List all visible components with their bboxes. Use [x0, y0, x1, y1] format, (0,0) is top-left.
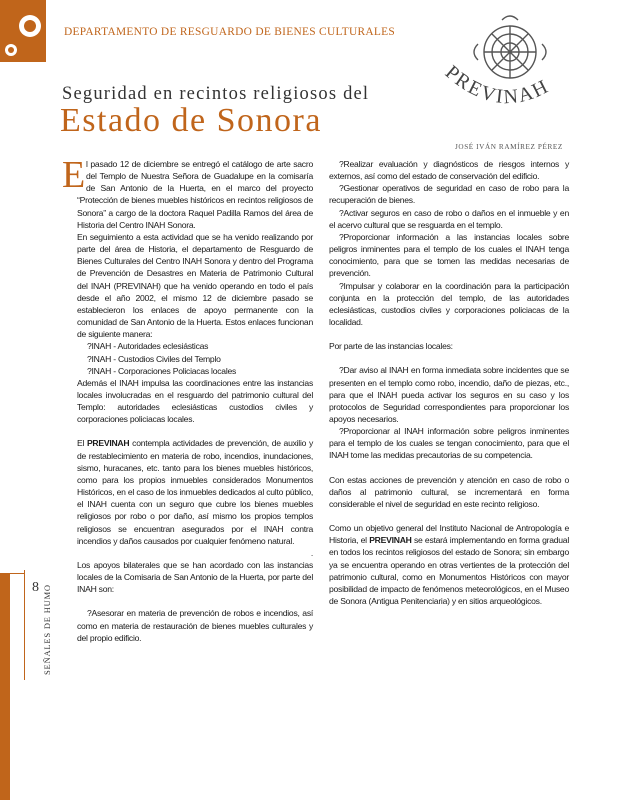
paragraph: Con estas acciones de prevención y atención en caso de robo o daños al patrimonio cultural, se incrementará en forma considerable el nivel de seguridad en este recinto religioso. [329, 474, 569, 509]
paragraph: Los apoyos bilaterales que se han acordado con las instancias locales de la Comisaria de San Antonio de la Huerta, por parte del INAH son: [77, 560, 313, 595]
divider [24, 570, 25, 680]
svg-text:PREVINAH [441, 61, 553, 108]
previnah-emblem-icon [432, 4, 582, 134]
paragraph-text: se estará implementando en forma gradual en todos los recintos religiosos del estado de Sonora; sin embargo ya se encuentra operando en otras vertientes de la protección del patrimonio cultural, como en Monumentos Históricos con mayor posibilidad de impacto de fenómenos meteorológicos, en el Museo de Sonora (Antigua Penitenciaria) y en sitios arqueológicos. [329, 535, 569, 606]
list-item: ?Impulsar y colaborar en la coordinación para la participación conjunta en la protección del templo, de las autoridades eclesiásticas, custodios civiles y corporaciones policiacas de la localidad. [329, 280, 569, 328]
paragraph-text: l pasado 12 de diciembre se entregó el catálogo de arte sacro del Templo de Nuestra Señora de Guadalupe en la comisaría de San Antonio de la Huerta, en el marco del proyecto “Protección de bienes muebles históricos en recintos religiosos de Sonora” a cargo de la doctora Raquel Padilla Ramos del área de Historia del Centro INAH Sonora. [77, 159, 313, 230]
list-item: ?INAH - Autoridades eclesiásticas [87, 341, 209, 352]
magazine-name: SEÑALES DE HUMO [42, 584, 52, 675]
paragraph [329, 522, 569, 607]
list-item: ?INAH - Corporaciones Policiacas locales [87, 365, 237, 376]
previnah-bold: PREVINAH [86, 438, 130, 449]
left-column [62, 154, 313, 644]
article-title: Estado de Sonora [60, 102, 322, 139]
side-accent-bar [0, 573, 10, 800]
stray-dot: . [310, 547, 313, 558]
paragraph-text: El [77, 438, 87, 449]
article-subtitle: Seguridad en recintos religiosos del [62, 84, 370, 104]
list-item: ?Dar aviso al INAH en forma inmediata sobre incidentes que se presenten en el templo como robo, incendio, daño de piezas, etc., para que el INAH pueda activar los seguros en su caso y los protocolos de Seguridad correspondientes para proporcionar los apoyos necesarios. [329, 365, 569, 424]
list-item: ?Gestionar operativos de seguridad en caso de robo para la recuperación de bienes. [329, 183, 569, 206]
list-item: ?Activar seguros en caso de robo o daños en el inmueble y en el acervo cultural que se resguarda en el templo. [329, 207, 569, 230]
magazine-logo-icon [0, 0, 46, 62]
paragraph: Además el INAH impulsa las coordinaciones entre las instancias locales involucradas en el resguardo del patrimonio cultural del Templo: autoridades eclesiásticas custodios civiles y corporaciones policiacas locales. [77, 377, 313, 425]
list-item: ?Proporcionar información a las instancias locales sobre peligros inminentes para el templo de los cuales el INAH tenga conocimiento, para que se tomen las medidas necesarias de prevención. [329, 231, 569, 279]
list-item: ?INAH - Custodios Civiles del Templo [87, 353, 221, 364]
paragraph: Por parte de las instancias locales: [329, 341, 453, 352]
right-column [329, 158, 569, 607]
list-item: ?Proporcionar al INAH información sobre peligros inminentes para el templo de los cuales se tengan conocimiento, para que el INAH tome las medidas precautorias de su competencia. [329, 426, 569, 461]
emblem-label: PREVINAH [440, 61, 554, 109]
paragraph: En seguimiento a esta actividad que se ha venido realizando por parte del área de Historia, el departamento de Resguardo de Bienes Culturales del Centro INAH Sonora y dentro del Programa de Prevención de Desastres en Materia de Patrimonio Cultural del INAH (PREVINAH) que ha venido operando en todo el país desde el año 2002, el mismo 12 de diciembre pasado se establecieron los enlaces de apoyo permanente con la comunidad de San Antonio de la Huerta. Estos enlaces funcionan de siguiente manera: [77, 231, 313, 340]
paragraph [77, 437, 313, 546]
department-header: DEPARTAMENTO DE RESGUARDO DE BIENES CULTURALES [64, 26, 396, 38]
paragraph: ?Asesorar en materia de prevención de robos e incendios, así como en materia de restauración de bienes muebles culturales y del propio edificio. [77, 608, 313, 643]
page-number: 8 [32, 580, 39, 595]
previnah-bold: PREVINAH [369, 535, 412, 546]
paragraph-text: Como un objetivo general del Instituto Nacional de Antropología e Historia, el [329, 523, 569, 546]
paragraph [62, 154, 313, 231]
list-item: ?Realizar evaluación y diagnósticos de riesgos internos y externos, así como del estado de conservación del edificio. [329, 159, 569, 182]
dropcap: E [62, 154, 85, 196]
paragraph-text: contempla actividades de prevención, de auxilio y de restablecimiento en materia de robo, incendios, inundaciones, sismo, huracanes, etc. tanto para los bienes muebles históricos, como para los propios inmuebles considerados Monumentos Históricos, en el caso de los inmuebles dedicados al culto público, el INAH cuenta con un seguro que cubre los bienes muebles religiosos por robo o por daño, así mismo los propios templos religiosos se encuentran asegurados por el INAH contra incendios y daños causados por cualquier fenómeno natural. [77, 438, 313, 546]
author-name: JOSÉ IVÁN RAMÍREZ PÉREZ [455, 143, 563, 151]
divider [10, 573, 24, 574]
